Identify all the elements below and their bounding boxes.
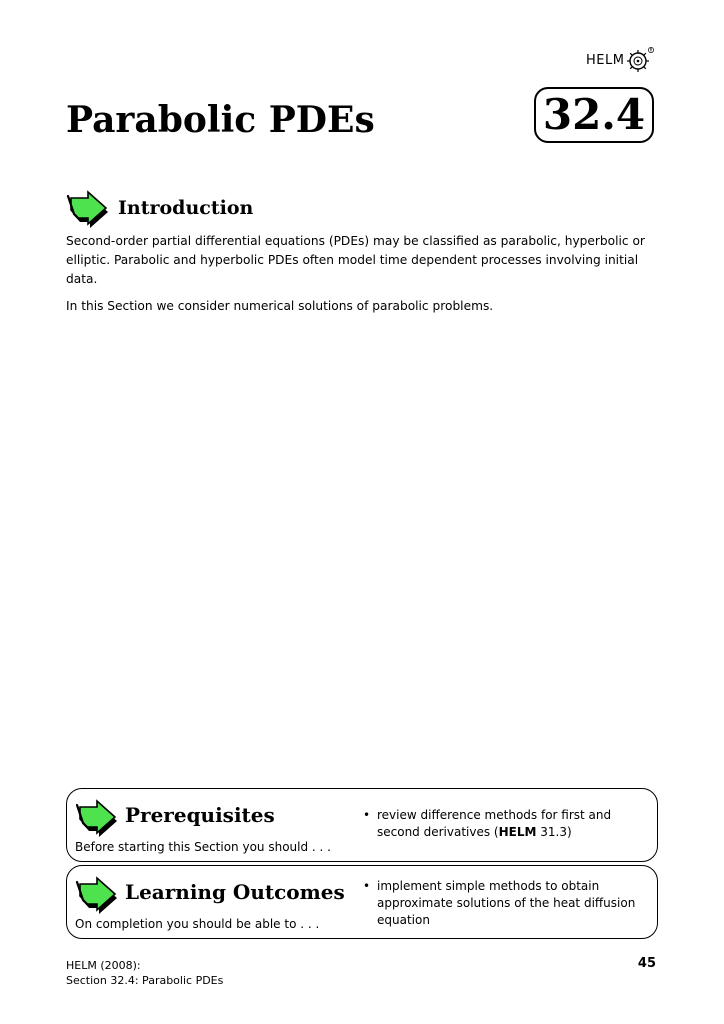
learning-outcomes-bullet xyxy=(363,878,653,929)
learning-outcomes-title: Learning Outcomes xyxy=(125,880,345,904)
introduction-heading: Introduction xyxy=(118,197,254,219)
green-arrow-icon xyxy=(66,190,110,230)
green-arrow-icon xyxy=(75,799,119,839)
learning-outcomes-subtitle: On completion you should be able to . . . xyxy=(75,917,320,931)
bullet-text xyxy=(377,807,653,841)
page-number: 45 xyxy=(637,956,656,971)
bullet-text: implement simple methods to obtain approximate solutions of the heat diffusion equation xyxy=(377,879,636,927)
svg-text:R: R xyxy=(650,47,653,53)
bullet-icon: • xyxy=(363,808,371,822)
prerequisites-box xyxy=(66,788,658,862)
bullet-icon: • xyxy=(363,879,371,893)
introduction-paragraph: In this Section we consider numerical solutions of parabolic problems. xyxy=(66,299,494,313)
helm-logo xyxy=(586,46,655,74)
section-number-badge: 32.4 xyxy=(534,87,654,143)
green-arrow-icon xyxy=(75,876,119,916)
footer-line: HELM (2008): xyxy=(66,959,141,972)
helm-reference: HELM xyxy=(498,825,537,839)
helm-wheel-icon xyxy=(625,46,655,74)
page-title: Parabolic PDEs xyxy=(66,99,375,141)
prerequisites-bullet xyxy=(363,807,653,841)
helm-logo-text: HELM xyxy=(586,52,625,68)
prerequisites-title: Prerequisites xyxy=(125,803,275,827)
introduction-text xyxy=(66,232,666,324)
bullet-text-part: 31.3) xyxy=(536,825,572,839)
bullet-text-part: review difference methods for first and second derivatives ( xyxy=(377,808,612,839)
introduction-paragraph: Second-order partial differential equations (PDEs) may be classified as parabolic, hyperbolic or elliptic. Parabolic and hyperbolic PDEs often model time dependent processes involving initial data. xyxy=(66,234,645,286)
footer-line: Section 32.4: Parabolic PDEs xyxy=(66,974,224,987)
learning-outcomes-box xyxy=(66,865,658,939)
prerequisites-subtitle: Before starting this Section you should . . . xyxy=(75,840,331,854)
footer xyxy=(66,958,223,988)
